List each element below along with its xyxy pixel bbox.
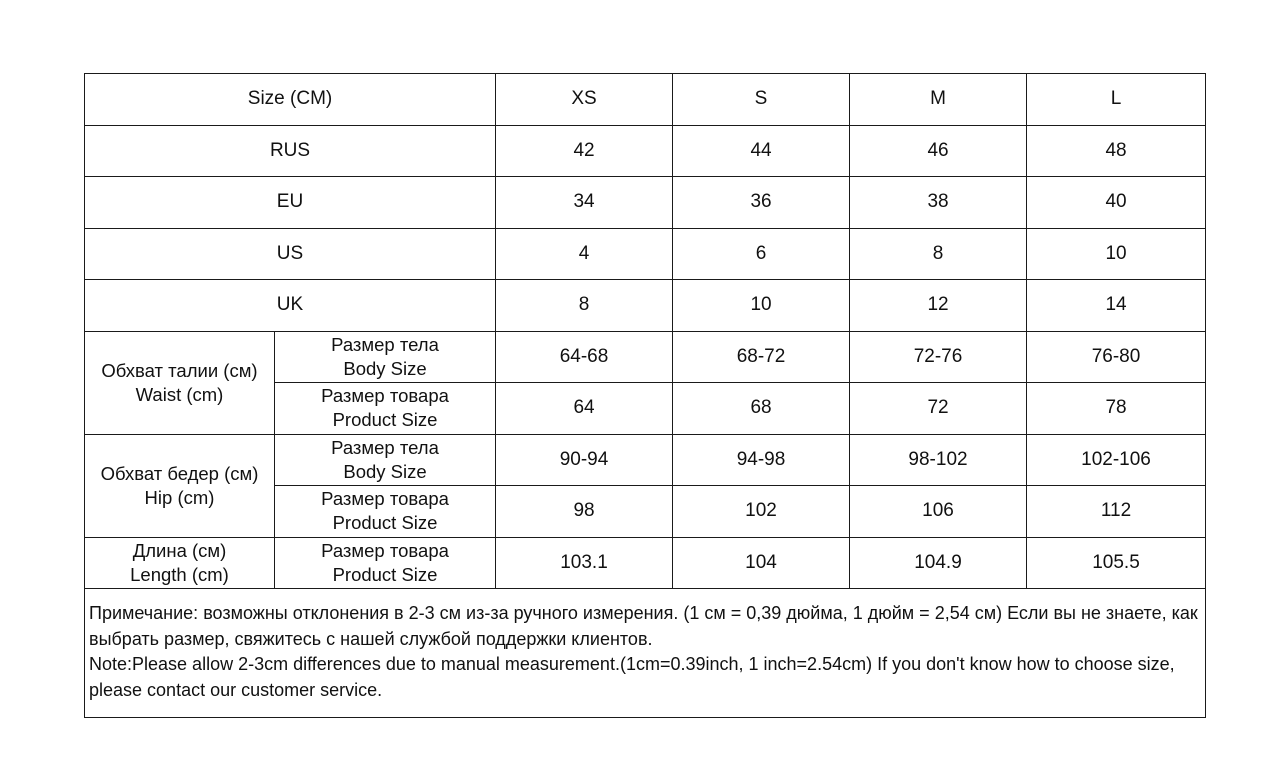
length-label-en: Length (cm) <box>130 563 229 585</box>
table-cell: 103.1 <box>496 537 673 589</box>
header-row <box>85 74 1206 126</box>
row-label: UK <box>85 280 496 332</box>
product-size-label <box>275 537 496 589</box>
length-row <box>85 537 1206 589</box>
table-cell: 94-98 <box>673 434 850 486</box>
product-size-label-en: Product Size <box>332 512 438 534</box>
table-cell: 112 <box>1027 486 1206 538</box>
length-label-ru: Длина (см) <box>132 539 227 561</box>
product-size-label-en: Product Size <box>332 409 438 431</box>
table-cell: 4 <box>496 228 673 280</box>
header-size-m: M <box>850 74 1027 126</box>
rus-row <box>85 125 1206 177</box>
body-size-label <box>275 434 496 486</box>
table-cell: 6 <box>673 228 850 280</box>
table-cell: 105.5 <box>1027 537 1206 589</box>
table-cell: 68 <box>673 383 850 435</box>
table-cell: 76-80 <box>1027 331 1206 383</box>
us-row <box>85 228 1206 280</box>
body-size-label <box>275 331 496 383</box>
table-cell: 36 <box>673 177 850 229</box>
note-ru: Примечание: возможны отклонения в 2-3 см из-за ручного измерения. (1 см = 0,39 дюйма, 1 дюйм = 2,54 см) Если вы не знаете, как выбрать размер, свяжитесь с нашей службой поддержки клиентов. <box>89 603 1198 649</box>
hip-label <box>85 434 275 537</box>
table-cell: 46 <box>850 125 1027 177</box>
table-cell: 98-102 <box>850 434 1027 486</box>
table-cell: 42 <box>496 125 673 177</box>
table-cell: 72 <box>850 383 1027 435</box>
header-label: Size (CM) <box>85 74 496 126</box>
product-size-label <box>275 383 496 435</box>
table-cell: 104 <box>673 537 850 589</box>
table-cell: 12 <box>850 280 1027 332</box>
table-cell: 48 <box>1027 125 1206 177</box>
table-cell: 10 <box>1027 228 1206 280</box>
body-size-label-en: Body Size <box>343 460 427 482</box>
product-size-label-ru: Размер товара <box>321 488 449 510</box>
body-size-label-en: Body Size <box>343 357 427 379</box>
header-size-l: L <box>1027 74 1206 126</box>
table-cell: 34 <box>496 177 673 229</box>
product-size-label <box>275 486 496 538</box>
hip-body-row <box>85 434 1206 486</box>
note-row <box>85 589 1206 718</box>
table-cell: 44 <box>673 125 850 177</box>
table-cell: 38 <box>850 177 1027 229</box>
table-cell: 8 <box>850 228 1027 280</box>
note-en: Note:Please allow 2-3cm differences due to manual measurement.(1cm=0.39inch, 1 inch=2.54cm) If you don't know how to choose size, please contact our customer service. <box>89 654 1175 700</box>
waist-label-ru: Обхват талии (см) <box>101 359 258 381</box>
product-size-label-en: Product Size <box>332 563 438 585</box>
header-size-s: S <box>673 74 850 126</box>
uk-row <box>85 280 1206 332</box>
size-chart-table <box>84 73 1206 718</box>
table-cell: 104.9 <box>850 537 1027 589</box>
product-size-label-ru: Размер товара <box>321 385 449 407</box>
table-cell: 78 <box>1027 383 1206 435</box>
waist-body-row <box>85 331 1206 383</box>
table-cell: 102-106 <box>1027 434 1206 486</box>
table-cell: 90-94 <box>496 434 673 486</box>
table-cell: 40 <box>1027 177 1206 229</box>
row-label: RUS <box>85 125 496 177</box>
hip-label-ru: Обхват бедер (см) <box>100 462 259 484</box>
table-cell: 98 <box>496 486 673 538</box>
row-label: EU <box>85 177 496 229</box>
body-size-label-ru: Размер тела <box>331 333 439 355</box>
eu-row <box>85 177 1206 229</box>
header-size-xs: XS <box>496 74 673 126</box>
product-size-label-ru: Размер товара <box>321 539 449 561</box>
table-cell: 64 <box>496 383 673 435</box>
length-label <box>85 537 275 589</box>
table-cell: 72-76 <box>850 331 1027 383</box>
table-cell: 64-68 <box>496 331 673 383</box>
hip-label-en: Hip (cm) <box>144 486 215 508</box>
table-cell: 68-72 <box>673 331 850 383</box>
body-size-label-ru: Размер тела <box>331 436 439 458</box>
waist-label-en: Waist (cm) <box>135 383 224 405</box>
table-cell: 8 <box>496 280 673 332</box>
table-cell: 102 <box>673 486 850 538</box>
table-cell: 14 <box>1027 280 1206 332</box>
table-cell: 10 <box>673 280 850 332</box>
table-cell: 106 <box>850 486 1027 538</box>
row-label: US <box>85 228 496 280</box>
waist-label <box>85 331 275 434</box>
note-cell <box>85 589 1206 718</box>
